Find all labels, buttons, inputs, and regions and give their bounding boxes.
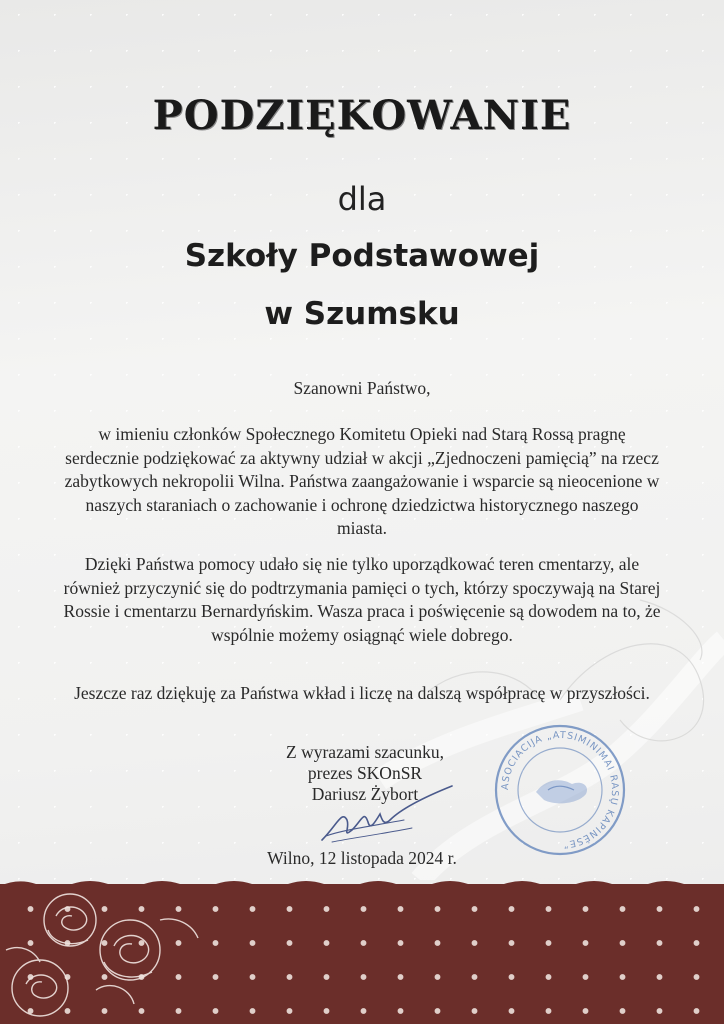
salutation: Szanowni Państwo, (293, 378, 431, 398)
recipient-line-1: Szkoły Podstawowej (184, 238, 540, 274)
closing-line-1: Z wyrazami szacunku, (286, 742, 444, 762)
roses-decoration-icon (0, 880, 220, 1024)
certificate-title: PODZIĘKOWANIE (152, 92, 572, 139)
paragraph-1: w imieniu członków Społecznego Komitetu Opieki nad Starą Rossą pragnę serdecznie podziękować za aktywny udział w akcji „Zjednoczeni pamięcią” na rzecz zabytkowych nekropolii Wilna. Państwa zaangażowanie i wsparcie są nieocenione w naszych staraniach o zachowanie i ochronę dziedzictwa historycznego naszego miasta. (64, 424, 660, 538)
paragraph-2: Dzięki Państwa pomocy udało się nie tylko uporządkować teren cmentarzy, ale również przyczynić się do podtrzymania pamięci o tych, którzy spoczywają na Starej Rossie i cmentarzu Bernardyńskim. Wasza praca i poświęcenie są dowodem na to, że wspólnie możemy osiągnąć wiele dobrego. (63, 554, 661, 645)
paragraph-3: Jeszcze raz dziękuję za Państwa wkład i liczę na dalszą współpracę w przyszłości. (74, 683, 650, 703)
handwritten-signature (312, 780, 462, 850)
date-place-line: Wilno, 12 listopada 2024 r. (267, 848, 457, 868)
closing-line-3: Dariusz Żybort (311, 784, 419, 804)
svg-text:ASOCIACIJA „ATSIMINIMAI RASŲ K: ASOCIACIJA „ATSIMINIMAI RASŲ KAPINĖSE” (499, 729, 621, 851)
closing-line-2: prezes SKOnSR (307, 763, 423, 783)
for-word: dla (337, 180, 387, 218)
official-stamp (490, 720, 630, 860)
recipient-line-2: w Szumsku (264, 296, 460, 332)
